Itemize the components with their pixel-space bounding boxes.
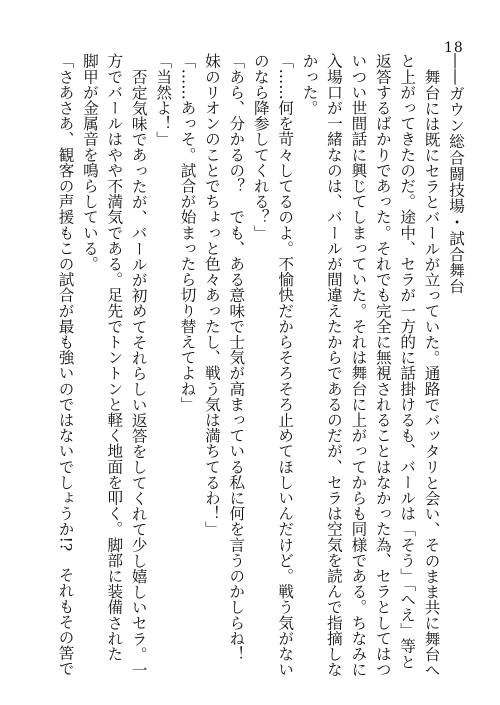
dialogue-line: 妹のリオンのことでちょっと色々あったし、戦う気は満ちてるわ！」 <box>202 53 221 537</box>
text-line: と上がってきたのだ。途中、セラが一方的に話掛けるも、バールは「そう」「へえ」等と <box>398 53 417 670</box>
dialogue-line: 「当然よ！」 <box>154 53 173 147</box>
dialogue-line: 「さあさあ、観客の声援もこの試合が最も強いのではないでしょうか!? それもその筈で <box>56 53 75 677</box>
vertical-text-body <box>28 53 468 678</box>
text-line: 舞台には既にセラとバールが立っていた。通路でバッタリと会い、そのまま共に舞台へ <box>422 68 441 677</box>
dialogue-line: のなら降参してくれる？」 <box>251 53 270 241</box>
page-number: 18 <box>444 40 464 56</box>
text-line: 返答するばかりであった。それでも完全に無視されることはなかった為、セラとしてはつ <box>373 53 392 677</box>
text-line: 方でバールはやや不満気である。足先でトントンと軽く地面を叩く。脚部に装備された <box>105 53 124 662</box>
dialogue-line: 「……何を苛々してるのよ。不愉快だからそろそろ止めてほしいんだけど。戦う気がない <box>276 53 295 677</box>
text-line: 脚甲が金属音を鳴らしている。 <box>80 53 99 272</box>
text-line: 入場口が一緒なのは、バールが間違えたからであるのだが、セラは空気を読んで指摘しな <box>324 53 343 677</box>
section-heading: ――ガウン総合闘技場・試合舞台 <box>447 53 465 295</box>
text-line: いつい世間話に興じてしまっていた。それは舞台に上がってからも同様である。ちなみに <box>349 53 368 677</box>
dialogue-line: 「あら、分かるの？ でも、ある意味で士気が高まっている私に何を言うのかしらね！ <box>227 53 246 662</box>
dialogue-line: 「……あっそ。試合が始まったら切り替えてよね」 <box>178 53 197 412</box>
text-line: 否定気味であったが、バールが初めてそれらしい返答をしてくれて少し嬉しいセラ。一 <box>129 68 148 677</box>
text-line: かった。 <box>300 53 319 116</box>
